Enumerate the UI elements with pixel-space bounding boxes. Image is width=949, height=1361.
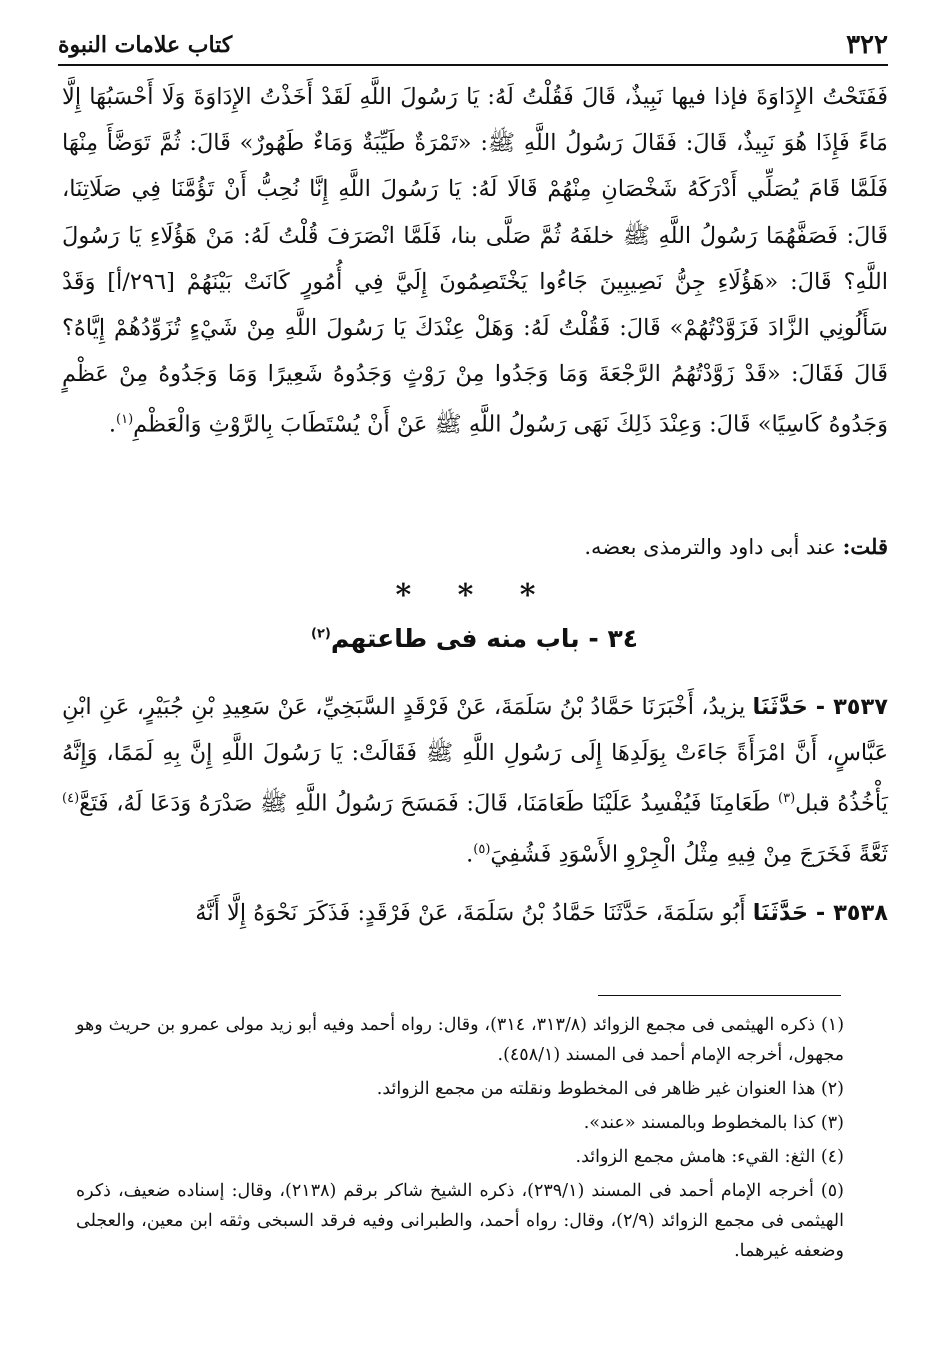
note-text: عند أبى داود والترمذى بعضه. xyxy=(584,535,836,559)
book-title: كتاب علامات النبوة xyxy=(58,32,233,58)
hadith-number: ٣٥٣٨ - حَدَّثَنَا xyxy=(752,900,888,926)
footnote-ref-1: (١) xyxy=(116,412,134,428)
hadith-text-a: يزيدُ، أَخْبَرَنَا حَمَّادُ بْنُ سَلَمَةَ، عَنْ فَرْقَدٍ السَّبَخِيِّ، عَنْ سَعِيدِ بْنِ جُبَيْرٍ، عَنِ ابْنِ عَبَّاسٍ، أَنَّ امْرَأَةً جَاءَتْ بِوَلَدِهَا إِلَى رَسُولِ اللَّهِ ﷺ فَقَالَتْ: يَا رَسُولَ اللَّهِ إِنَّ بِهِ لَمَمًا، وَإِنَّهُ يَأْخُذُهُ قبل xyxy=(62,694,888,817)
commentary-note xyxy=(62,530,888,564)
footnote-4: (٤) الثغ: القيء: هامش مجمع الزوائد. xyxy=(575,1147,844,1167)
footnote-1: (١) ذكره الهيثمى فى مجمع الزوائد (٣١٣/٨، ٣١٤)، وقال: رواه أحمد وفيه أبو زيد مولى عمرو بن حريث وهو مجهول، أخرجه الإمام أحمد فى المسند (٤٥٨/١). xyxy=(76,1015,845,1065)
main-text: فَفَتَحْتُ الإِدَاوَةَ فإذا فيها نَبِيذٌ، قَالَ فَقُلْتُ لَهُ: يَا رَسُولَ اللَّهِ لَقَدْ أَخَذْتُ الإِدَاوَةَ وَلَا أَحْسَبُهَا إِلَّا مَاءً فَإِذَا هُوَ نَبِيذٌ، قَالَ: فَقَالَ رَسُولُ اللَّهِ ﷺ: «تَمْرَةٌ طَيِّبَةٌ وَمَاءٌ طَهُورٌ» قَالَ: ثُمَّ تَوَضَّأَ مِنْهَا فَلَمَّا قَامَ يُصَلِّي أَدْرَكَهُ شَخْصَانِ مِنْهُمْ قَالَا لَهُ: يَا رَسُولَ اللَّهِ إِنَّا نُحِبُّ أَنْ تَؤُمَّنَا فِي صَلَاتِنَا، قَالَ: فَصَفَّهُمَا رَسُولُ اللَّهِ ﷺ خلفَهُ ثُمَّ صَلَّى بنا، فَلَمَّا انْصَرَفَ قُلْتُ لَهُ: مَنْ هَؤُلَاءِ يَا رَسُولَ اللَّهِ؟ قَالَ: «هَؤُلَاءِ جِنُّ نَصِيبِينَ جَاءُوا يَخْتَصِمُونَ إِلَيَّ فِي أُمُورٍ كَانَتْ بَيْنَهُمْ [٢٩٦/أ] وَقَدْ سَأَلُونِي الزَّادَ فَزَوَّدْتُهُمْ» قَالَ: فَقُلْتُ لَهُ: وَهَلْ عِنْدَكَ يَا رَسُولَ اللَّهِ مِنْ شَيْءٍ تُزَوِّدُهُمْ إِيَّاهُ؟ قَالَ فَقَالَ: «قَدْ زَوَّدْتُهُمُ الرَّجْعَةَ وَمَا وَجَدُوا مِنْ رَوْثٍ وَجَدُوهُ شَعِيرًا وَمَا وَجَدُوهُ مِنْ عَظْمٍ وَجَدُوهُ كَاسِيًا» قَالَ: وَعِنْدَ ذَلِكَ نَهَى رَسُولُ اللَّهِ ﷺ عَنْ أَنْ يُسْتَطَابَ بِالرَّوْثِ وَالْعَظْمِ xyxy=(62,84,888,438)
footnote-ref-3: (٣) xyxy=(778,791,796,806)
footnote-2: (٢) هذا العنوان غير ظاهر فى المخطوط ونقلته من مجمع الزوائد. xyxy=(376,1079,844,1099)
page-number: ٣٢٢ xyxy=(846,30,888,60)
hadith-text: أَبُو سَلَمَةَ، حَدَّثَنَا حَمَّادُ بْنُ سَلَمَةَ، عَنْ فَرْقَدٍ: فَذَكَرَ نَحْوَهُ إِلَّا أَنَّهُ xyxy=(195,900,746,926)
hadith-3538 xyxy=(62,890,888,936)
hadith-text-b: طَعَامِنَا فَيُفْسِدُ عَلَيْنَا طَعَامَنَا، قَالَ: فَمَسَحَ رَسُولُ اللَّهِ ﷺ صَدْرَهُ وَدَعَا لَهُ، فَتَعَّ xyxy=(79,790,779,817)
footnote-5: (٥) أخرجه الإمام أحمد فى المسند (٢٣٩/١)، ذكره الشيخ شاكر برقم (٢١٣٨)، وقال: إسناده ضعيف، ذكره الهيثمى فى مجمع الزوائد (٢/٩)، وقال: رواه أحمد، والطبرانى وفيه فرقد السبخى وثقه ابن معين، والعجلى وضعفه غيرهما. xyxy=(76,1181,844,1261)
note-label: قلت: xyxy=(842,534,888,559)
main-text-block: فَفَتَحْتُ الإِدَاوَةَ فإذا فيها نَبِيذٌ، قَالَ فَقُلْتُ لَهُ: يَا رَسُولَ اللَّهِ لَقَدْ أَخَذْتُ الإِدَاوَةَ وَلَا أَحْسَبُهَا إِلَّا مَاءً فَإِذَا هُوَ نَبِيذٌ، قَالَ: فَقَالَ رَسُولُ اللَّهِ ﷺ: «تَمْرَةٌ طَيِّبَةٌ وَمَاءٌ طَهُورٌ» قَالَ: ثُمَّ تَوَضَّأَ مِنْهَا فَلَمَّا قَامَ يُصَلِّي أَدْرَكَهُ شَخْصَانِ مِنْهُمْ قَالَا لَهُ: يَا رَسُولَ اللَّهِ إِنَّا نُحِبُّ أَنْ تَؤُمَّنَا فِي صَلَاتِنَا، قَالَ: فَصَفَّهُمَا رَسُولُ اللَّهِ ﷺ خلفَهُ ثُمَّ صَلَّى بنا، فَلَمَّا انْصَرَفَ قُلْتُ لَهُ: مَنْ هَؤُلَاءِ يَا رَسُولَ اللَّهِ؟ قَالَ: «هَؤُلَاءِ جِنُّ نَصِيبِينَ جَاءُوا يَخْتَصِمُونَ إِلَيَّ فِي أُمُورٍ كَانَتْ بَيْنَهُمْ [٢٩٦/أ] وَقَدْ سَأَلُونِي الزَّادَ فَزَوَّدْتُهُمْ» قَالَ: فَقُلْتُ لَهُ: وَهَلْ عِنْدَكَ يَا رَسُولَ اللَّهِ مِنْ شَيْءٍ تُزَوِّدُهُمْ إِيَّاهُ؟ قَالَ فَقَالَ: «قَدْ زَوَّدْتُهُمُ الرَّجْعَةَ وَمَا وَجَدُوا مِنْ رَوْثٍ وَجَدُوهُ شَعِيرًا وَمَا وَجَدُوهُ مِنْ عَظْمٍ وَجَدُوهُ كَاسِيًا» قَالَ: وَعِنْدَ ذَلِكَ نَهَى رَسُولُ اللَّهِ ﷺ عَنْ أَنْ يُسْتَطَابَ بِالرَّوْثِ وَالْعَظْمِ$^{(١)}$. xyxy=(62,84,888,438)
footnote-ref-4: (٤) xyxy=(62,791,80,806)
footnote-ref-2: (٢) xyxy=(311,626,331,642)
page-header xyxy=(58,28,888,66)
hadith-number: ٣٥٣٧ - حَدَّثَنَا xyxy=(752,694,888,720)
hadith-text-c: ثَعَّةً فَخَرَجَ مِنْ فِيهِ مِثْلُ الْجِرْوِ الأَسْوَدِ فَشُفِيَ xyxy=(490,841,888,867)
section-separator: * * * xyxy=(395,578,554,613)
chapter-heading xyxy=(0,624,949,653)
footnote-3: (٣) كذا بالمخطوط وبالمسند «عند». xyxy=(583,1113,844,1133)
hadith-3537: ٣٥٣٧ - حَدَّثَنَا يزيدُ، أَخْبَرَنَا حَمَّادُ بْنُ سَلَمَةَ، عَنْ فَرْقَدٍ السَّبَخِيِّ، عَنْ سَعِيدِ بْنِ جُبَيْرٍ، عَنِ ابْنِ عَبَّاسٍ، أَنَّ امْرَأَةً جَاءَتْ بِوَلَدِهَا إِلَى رَسُولِ اللَّهِ ﷺ فَقَالَتْ: يَا رَسُولَ اللَّهِ إِنَّ بِهِ لَمَمًا، وَإِنَّهُ يَأْخُذُهُ قبل$^{(٣)}$ طَعَامِنَا فَيُفْسِدُ عَلَيْنَا طَعَامَنَا، قَالَ: فَمَسَحَ رَسُولُ اللَّهِ ﷺ صَدْرَهُ وَدَعَا لَهُ، فَتَعَّ$^{(٤)}$ ثَعَّةً فَخَرَجَ مِنْ فِيهِ مِثْلُ الْجِرْوِ الأَسْوَدِ فَشُفِيَ$^{(٥)}$. xyxy=(62,694,888,867)
footnote-ref-5: (٥) xyxy=(473,841,491,857)
chapter-title: ٣٤ - باب منه فى طاعتهم xyxy=(330,624,638,653)
footnote-divider xyxy=(598,995,841,996)
footnotes xyxy=(76,1010,844,1270)
